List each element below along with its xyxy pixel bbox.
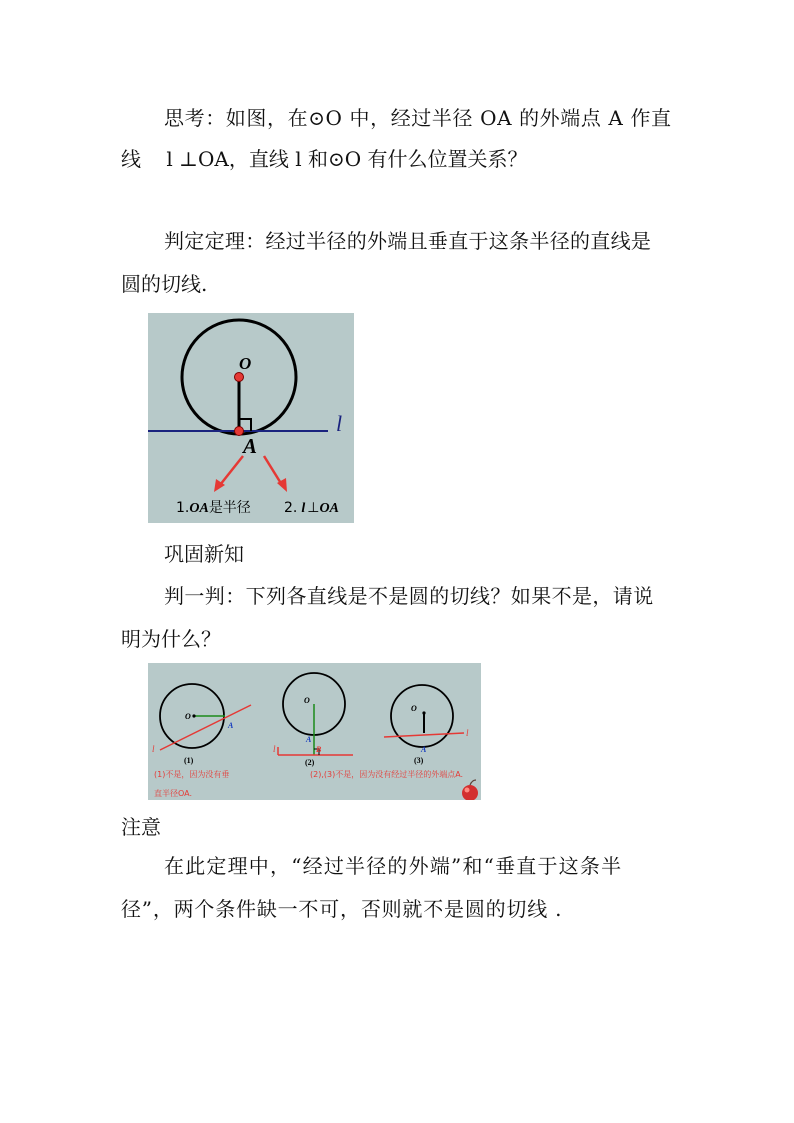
note-left-2: 直半径OA. [154, 789, 193, 798]
point-o-1 [192, 714, 195, 717]
consolidate-heading: 巩固新知 [164, 542, 244, 566]
think-line-1: 思考：如图，在⊙O 中，经过半径 OA 的外端点 A 作直 [164, 106, 672, 130]
line-l-1 [160, 705, 251, 750]
note-right: (2),(3)不是，因为没有经过半径的外端点A. [310, 770, 464, 779]
num-2: (2) [305, 758, 315, 767]
label-l-3: l [466, 728, 469, 738]
label-o-1: O [185, 712, 191, 721]
label-a: A [243, 434, 258, 458]
label-a-3: A [421, 745, 427, 754]
label-l: l [336, 411, 343, 436]
theorem-line-1: 判定定理：经过半径的外端且垂直于这条半径的直线是 [164, 229, 652, 253]
theorem-line-2: 圆的切线. [121, 272, 208, 296]
apple-icon [462, 780, 478, 800]
tangent-theorem-figure [148, 313, 354, 523]
judge-figure [148, 663, 481, 800]
judge-line-1: 判一判：下列各直线是不是圆的切线？如果不是，请说 [164, 584, 654, 608]
num-3: (3) [414, 756, 424, 765]
arrow-right [264, 456, 282, 485]
note-left-1: (1)不是，因为没有垂 [154, 770, 230, 779]
label-o-3: O [411, 704, 417, 713]
num-1: (1) [184, 756, 194, 765]
think-line-2: 线 l ⊥OA，直线 l 和⊙O 有什么位置关系？ [121, 147, 528, 171]
attention-line-2: 径”，两个条件缺一不可，否则就不是圆的切线 . [121, 897, 563, 921]
point-o-3 [422, 711, 425, 714]
label-a-2: A [306, 735, 312, 744]
label-a-1: A [228, 721, 234, 730]
label-l-1: l [152, 744, 155, 754]
note-oa-radius: 1.OA是半径 [176, 500, 251, 516]
note-l-perp-oa: 2. l ⊥OA [284, 500, 339, 516]
label-o: O [239, 354, 252, 373]
attention-line-1: 在此定理中，“经过半径的外端”和“垂直于这条半 [164, 854, 623, 878]
attention-heading: 注意 [121, 815, 161, 839]
label-l-2: l [273, 744, 276, 754]
point-o [235, 373, 244, 382]
judge-line-2: 明为什么？ [121, 627, 221, 651]
circle-3 [391, 685, 453, 747]
label-o-2: O [304, 696, 310, 705]
arrow-left [220, 456, 243, 485]
label-b-2: B [316, 745, 322, 754]
